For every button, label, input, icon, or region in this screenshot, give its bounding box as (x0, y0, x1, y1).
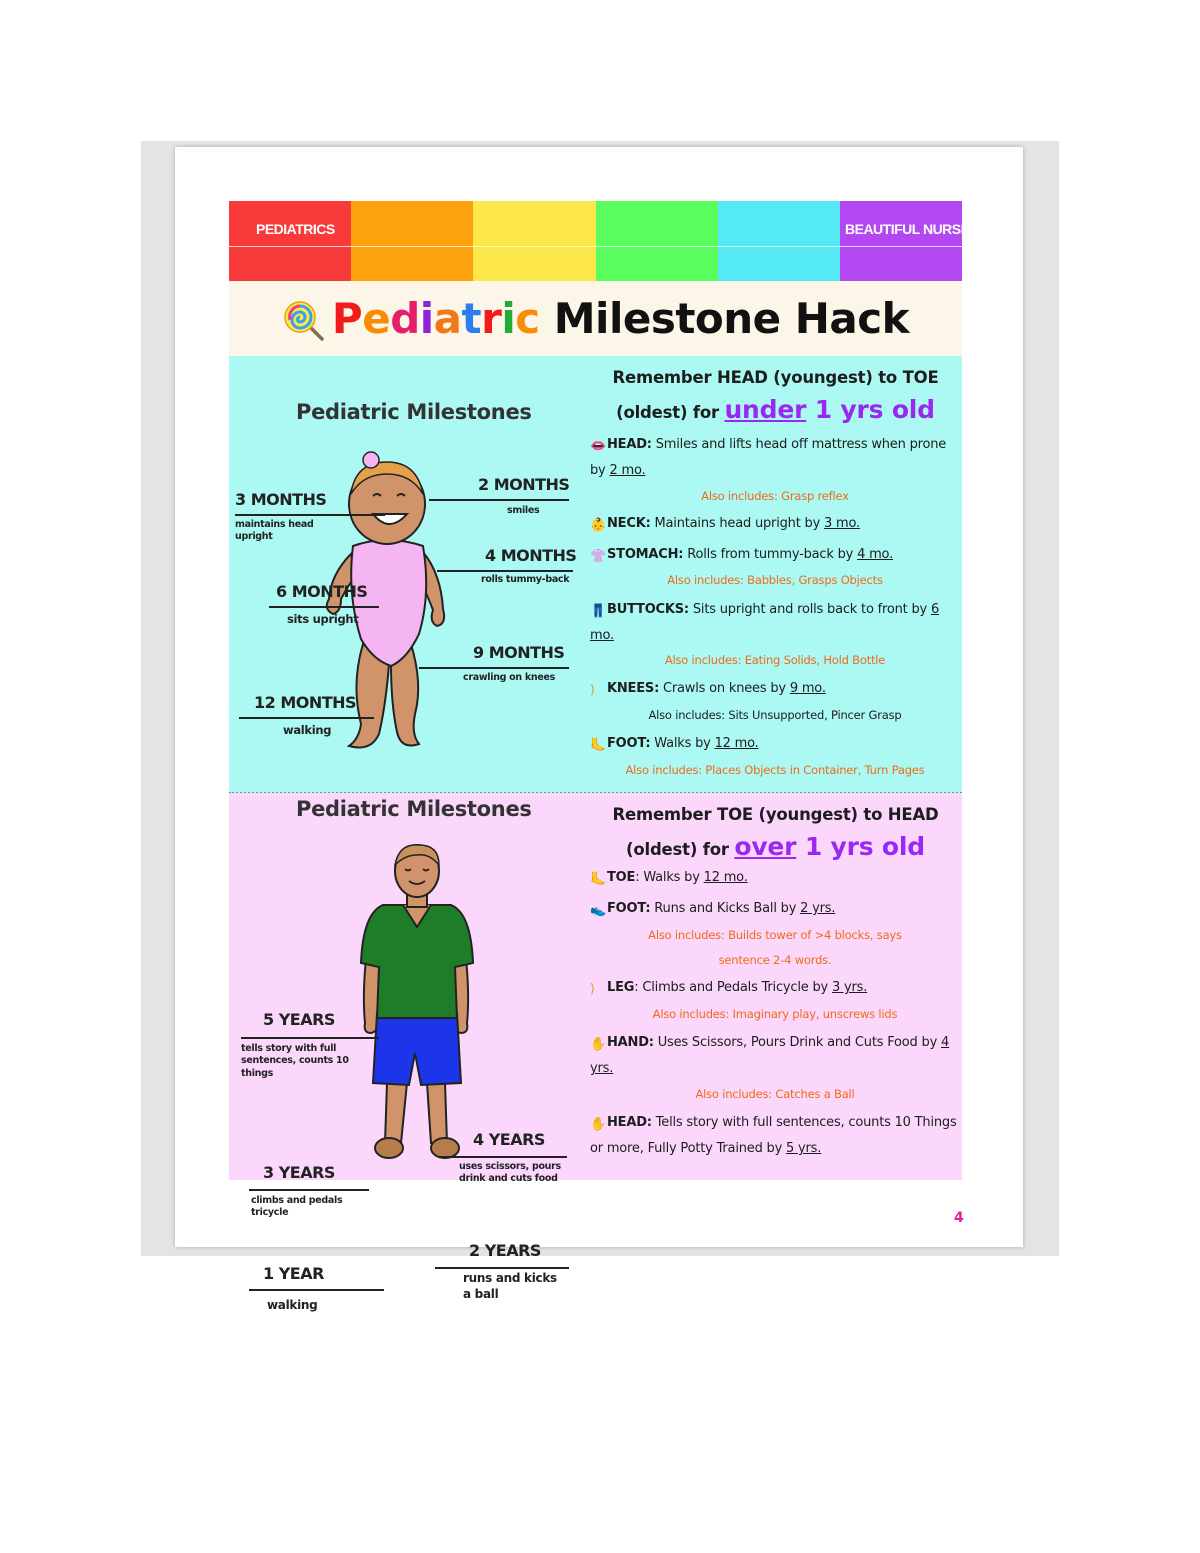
milestone-6-months: 6 MONTHS (276, 582, 368, 601)
title-letter: a (433, 293, 462, 343)
shirt-icon: 👚 (590, 549, 606, 564)
milestone-2-years: 2 YEARS (469, 1241, 541, 1260)
title-letter: i (501, 293, 516, 343)
also-includes: Also includes: Babbles, Grasps Objects (667, 573, 883, 587)
header-segment (718, 201, 840, 281)
also-includes: Also includes: Builds tower of >4 blocks, says sentence 2-4 words. (648, 928, 902, 967)
lollipop-icon (282, 299, 326, 343)
rule-item-stomach: 👚STOMACH: Rolls from tummy-back by 4 mo. (590, 542, 960, 568)
milestone-2-months-desc: smiles (507, 505, 540, 516)
milestone-arrow (437, 570, 573, 572)
title-letter: P (331, 293, 363, 343)
header-segment (596, 201, 718, 281)
header-left-label: PEDIATRICS (256, 221, 335, 237)
milestone-arrow (249, 1189, 369, 1191)
milestone-12-months: 12 MONTHS (254, 693, 357, 712)
rule-item-head: ✋HEAD: Tells story with full sentences, counts 10 Things or more, Fully Potty Trained by 5 yrs. (590, 1110, 960, 1162)
child-illustration (357, 843, 477, 1173)
title-letter: d (390, 293, 420, 343)
header-segment (473, 201, 595, 281)
also-includes: Also includes: Imaginary play, unscrews lids (652, 1007, 898, 1021)
hand-icon: ✋ (590, 1117, 606, 1132)
rule-item-knees: ⟩ KNEES: Crawls on knees by 9 mo. (590, 676, 960, 702)
title-letter: i (419, 293, 434, 343)
milestone-3-years-desc: climbs and pedals tricycle (251, 1195, 343, 1219)
shoe-icon: 👟 (590, 903, 606, 918)
milestone-4-years: 4 YEARS (473, 1130, 545, 1149)
foot-icon: 🦶 (590, 738, 606, 753)
section-heading: Pediatric Milestones (296, 400, 532, 424)
page-number: 4 (954, 1210, 964, 1226)
header-segment (229, 201, 351, 281)
milestone-9-months-desc: crawling on knees (463, 672, 556, 683)
milestone-arrow (239, 717, 374, 719)
milestone-4-years-desc: uses scissors, pours drink and cuts food (459, 1161, 561, 1185)
also-includes: Also includes: Eating Solids, Hold Bottle (664, 653, 886, 667)
milestone-1-year: 1 YEAR (263, 1264, 324, 1283)
milestone-12-months-desc: walking (283, 723, 332, 737)
milestone-arrow (435, 1267, 569, 1269)
milestone-6-months-desc: sits upright (287, 612, 359, 626)
header-right-label: BEAUTIFUL NURSING (845, 221, 985, 237)
title-letter: c (515, 293, 540, 343)
header-segment (351, 201, 473, 281)
jeans-icon: 👖 (590, 604, 606, 619)
baby-face-icon: 👶 (590, 518, 606, 533)
hand-icon: ✋ (590, 1037, 606, 1052)
milestone-arrow (269, 606, 379, 608)
rule-item-foot: 👟FOOT: Runs and Kicks Ball by 2 yrs. (590, 896, 960, 922)
milestone-4-months: 4 MONTHS (485, 546, 577, 565)
section-over-one-year (229, 793, 962, 1312)
rule-item-foot: 🦶FOOT: Walks by 12 mo. (590, 731, 960, 757)
header-bar (229, 201, 985, 281)
title-letter: e (362, 293, 391, 343)
milestone-arrow (419, 667, 569, 669)
rule-item-neck: 👶NECK: Maintains head upright by 3 mo. (590, 511, 960, 537)
rule-heading-over-one: Remember TOE (youngest) to HEAD (oldest) for over 1 yrs old (612, 805, 939, 861)
title-colored-word (332, 294, 540, 343)
title-band (229, 281, 962, 356)
page-title (282, 294, 909, 344)
milestone-2-years-desc: runs and kicks a ball (463, 1271, 557, 1301)
rule-item-head: 👄HEAD: Smiles and lifts head off mattress when prone by 2 mo. (590, 432, 960, 484)
milestone-3-months-desc: maintains head upright (235, 519, 314, 543)
milestone-1-year-desc: walking (267, 1298, 318, 1312)
also-includes: Also includes: Grasp reflex (701, 489, 849, 503)
also-includes: Also includes: Catches a Ball (695, 1087, 855, 1101)
rule-item-hand: ✋HAND: Uses Scissors, Pours Drink and Cuts Food by 4 yrs. (590, 1030, 960, 1082)
milestone-4-months-desc: rolls tummy-back (481, 574, 570, 585)
milestone-2-months: 2 MONTHS (478, 475, 570, 494)
milestone-arrow (235, 514, 385, 516)
section-heading: Pediatric Milestones (296, 797, 532, 821)
milestone-3-months: 3 MONTHS (235, 490, 327, 509)
milestone-arrow (429, 499, 569, 501)
title-letter: t (461, 293, 482, 343)
milestone-arrow (249, 1289, 384, 1291)
title-letter: r (481, 293, 502, 343)
document-page (175, 147, 1023, 1312)
rule-item-leg: ⟩ LEG: Climbs and Pedals Tricycle by 3 yrs. (590, 975, 960, 1001)
lips-icon: 👄 (590, 439, 606, 454)
rule-heading-under-one: Remember HEAD (youngest) to TOE (oldest) for under 1 yrs old (612, 368, 939, 424)
milestone-9-months: 9 MONTHS (473, 643, 565, 662)
rule-item-toe: 🦶TOE: Walks by 12 mo. (590, 865, 960, 891)
rule-item-buttocks: 👖BUTTOCKS: Sits upright and rolls back to front by 6 mo. (590, 597, 960, 649)
also-includes: Also includes: Places Objects in Container, Turn Pages (625, 763, 925, 777)
title-rest: Milestone Hack (539, 293, 910, 343)
section-under-one-year (229, 356, 962, 793)
header-segment (840, 201, 962, 281)
leg-icon: ⟩ (590, 683, 595, 698)
also-includes: Also includes: Sits Unsupported, Pincer Grasp (648, 708, 902, 722)
foot-icon: 🦶 (590, 872, 606, 887)
milestone-arrow (241, 1037, 379, 1039)
milestone-5-years-desc: tells story with full sentences, counts 10 things (241, 1043, 349, 1079)
milestone-arrow (439, 1156, 567, 1158)
milestone-5-years: 5 YEARS (263, 1010, 335, 1029)
milestone-3-years: 3 YEARS (263, 1163, 335, 1182)
leg-icon: ⟩ (590, 982, 595, 997)
